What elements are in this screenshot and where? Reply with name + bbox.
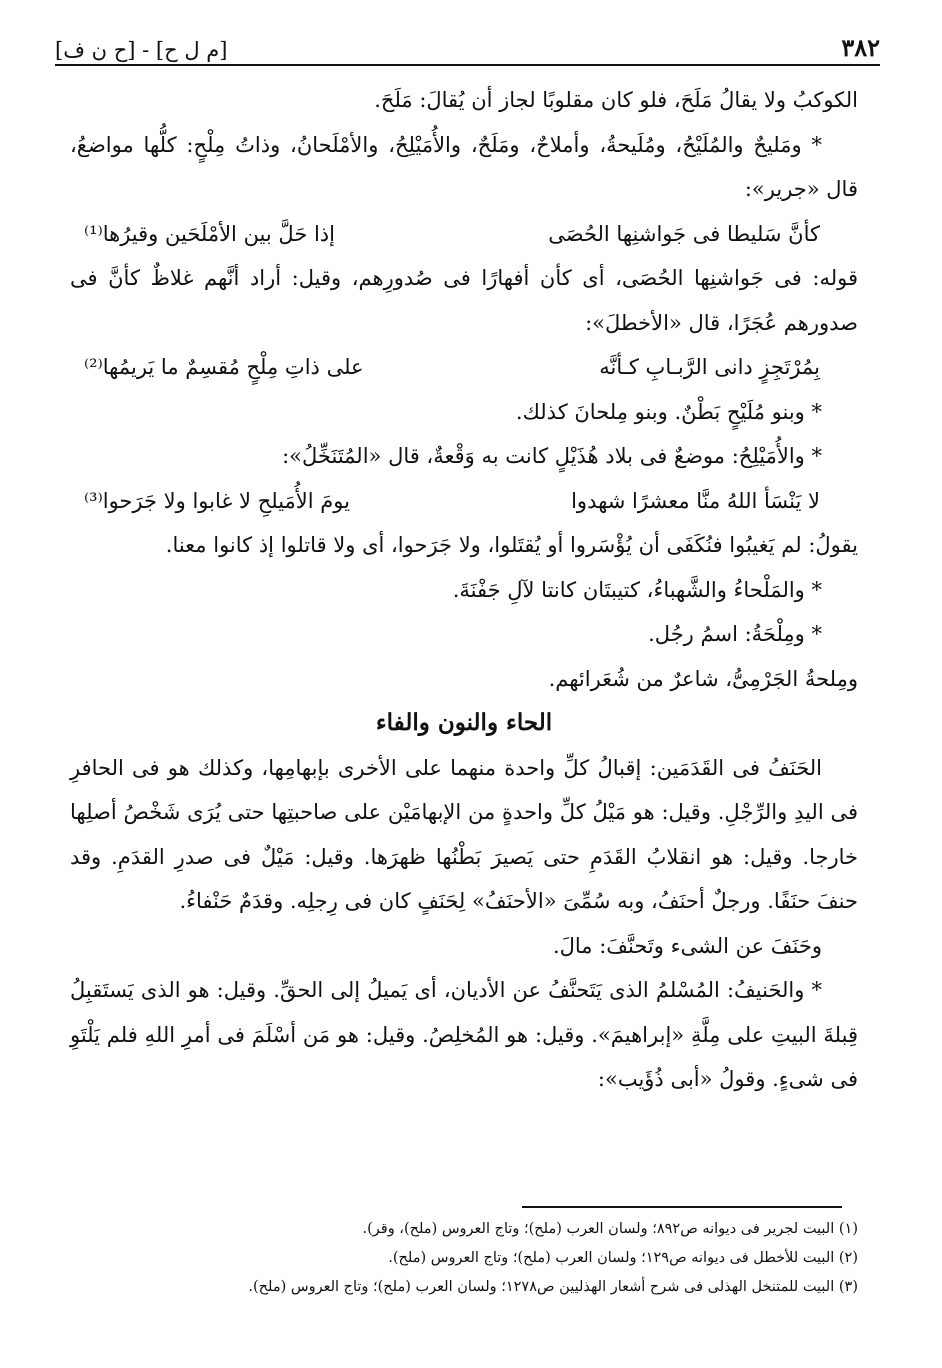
page-header <box>55 28 880 62</box>
footnote: (١) البيت لجرير فى ديوانه ص٨٩٢؛ ولسان العرب (ملح)؛ وتاج العروس (ملح)، وقر). <box>362 1221 858 1237</box>
page-number: ٣٨٢ <box>841 33 880 62</box>
paragraph: يقولُ: لم يَغيبُوا فنُكَفَى أن يُؤْسَروا أو يُقتَلوا، ولا جَرَحوا، أى ولا قاتلوا إذ كانوا معنا. <box>165 533 858 557</box>
footnotes <box>70 1215 858 1302</box>
footnote: (٣) البيت للمتنخل الهذلى فى شرح أشعار الهذليين ص١٢٧٨؛ ولسان العرب (ملح)؛ وتاج العروس (ملح). <box>248 1279 858 1295</box>
verse-first-hemistich: كأنَّ سَليطا فى جَواشنِها الحُصَى <box>548 221 820 246</box>
footnote: (٢) البيت للأخطل فى ديوانه ص١٢٩؛ ولسان العرب (ملح)؛ وتاج العروس (ملح). <box>388 1250 858 1266</box>
verse-second-hemistich: على ذاتِ مِلْحٍ مُقسِمٌ ما يَريمُها⁽²⁾ <box>84 355 364 379</box>
verse <box>70 345 858 390</box>
verse-second-hemistich: يومَ الأُمَيلحِ لا غابوا ولا جَرَحوا⁽³⁾ <box>84 488 350 513</box>
verse <box>70 479 858 524</box>
verse-first-hemistich: لا يَنْسَأ اللهُ منَّا معشرًا شهدوا <box>571 488 820 513</box>
verse-second-hemistich: إذا حَلَّ بين الأمْلَحَين وقيرُها⁽¹⁾ <box>84 221 335 246</box>
section-title: الحاء والنون والفاء <box>375 709 553 736</box>
paragraph: * والأُمَيْلِحُ: موضعٌ فى بلاد هُذَيْلٍ كانت به وَقْعةٌ، قال «المُتَنَخِّلُ»: <box>282 444 822 468</box>
footnote-rule <box>522 1206 842 1208</box>
paragraph: قوله: فى جَواشنِها الحُصَى، أى كأن أفهارًا فى صُدورِهم، وقيل: أراد أنَّهم غلاظٌ كأنَّ فى صدورهم عُجَرًا، قال «الأخطلَ»: <box>70 266 858 335</box>
header-rule <box>55 64 880 66</box>
running-head: [م ل ح] - [ح ن ف] <box>55 38 228 62</box>
paragraph: وحَنَفَ عن الشىء وتَحنَّفَ: مالَ. <box>552 933 822 958</box>
verse <box>70 212 858 257</box>
paragraph: الكوكبُ ولا يقالُ مَلَحَ، فلو كان مقلوبًا لجاز أن يُقالَ: مَلَحَ. <box>374 88 858 112</box>
paragraph: * ومَليحٌ والمُلَيْحُ، ومُلَيحةُ، وأملاحٌ، ومَلَحٌ، والأُمَيْلِحُ، والأمْلَحانُ، وذاتُ مِلْحٍ: كلُّها مواضعُ، قال «جرير»: <box>70 132 858 201</box>
verse-first-hemistich: بِمُرْتَجِزٍ دانى الرَّبـابِ كـأنَّه <box>599 355 820 379</box>
paragraph: * وبنو مُلَيْحٍ بَطْنٌ. وبنو مِلحانَ كذلك. <box>515 399 822 424</box>
paragraph: * والحَنيفُ: المُسْلمُ الذى يَتَحنَّفُ عن الأديان، أى يَميلُ إلى الحقِّ. وقيل: هو الذى يَستَقبِلُ قِبلةَ البيتِ على مِلَّةِ «إبراهيمَ». وقيل: هو المُخلِصُ. وقيل: هو مَن أسْلَمَ فى أمرِ اللهِ فلم يَلْتَوِ فى شىءٍ. وقولُ «أبى ذُؤَيب»: <box>70 978 858 1091</box>
paragraph: * والمَلْحاءُ والشَّهباءُ، كتيبتَان كانتا لآلِ جَفْنَةَ. <box>452 577 822 602</box>
paragraph: ومِلحةُ الجَرْمِىُّ، شاعرٌ من شُعَرائهم. <box>548 666 858 691</box>
paragraph: الحَنَفُ فى القَدَمَين: إقبالُ كلِّ واحدة منهما على الأخرى بإبهامِها، وكذلك هو فى الحافرِ فى اليدِ والرِّجْلِ. وقيل: هو مَيْلُ كلِّ واحدةٍ من الإبهامَيْن على صاحبتِها حتى يُرَى شَخْصُ أصلِها خارجا. وقيل: هو انقلابُ القَدَمِ حتى يَصيرَ بَطْنُها ظهرَها. وقيل: مَيْلٌ فى صدرِ القدَمِ. وقد حنفَ حنَفًا. ورجلٌ أحنَفُ، وبه سُمِّىَ «الأحنَفُ» لِحَنَفٍ كان فى رِجلِه. وقدَمٌ حَنْفاءُ. <box>70 755 858 913</box>
paragraph: * ومِلْحَةُ: اسمُ رجُل. <box>648 622 822 646</box>
main-text <box>70 78 858 1102</box>
